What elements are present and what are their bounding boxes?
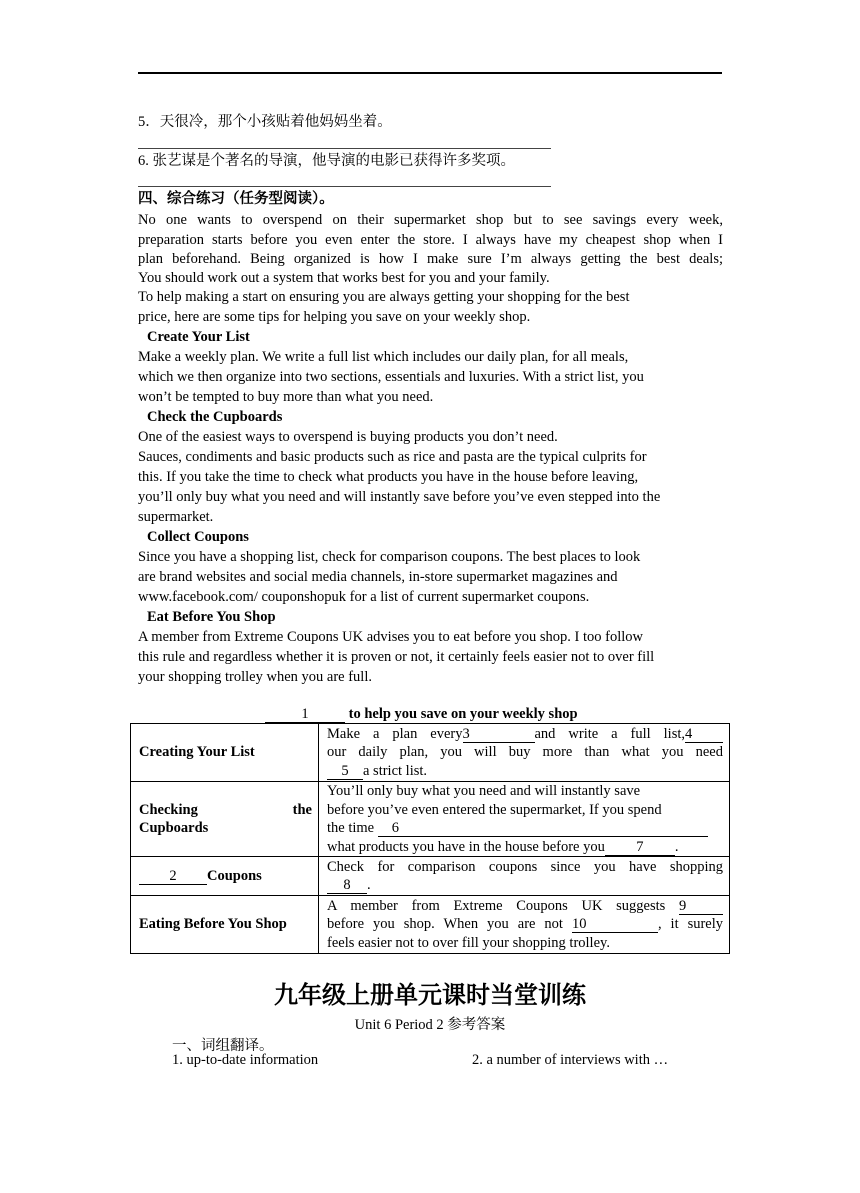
passage-line: this. If you take the time to check what products you have in the house before leaving,	[138, 469, 639, 485]
passage-line: To help making a start on ensuring you are always getting your shopping for the best	[138, 289, 630, 305]
row-label	[131, 782, 319, 857]
tip-heading-collect-coupons: Collect Coupons	[147, 529, 249, 545]
cell-text: the time	[327, 820, 375, 836]
label-word: Cupboards	[139, 820, 209, 836]
row-content: Check for comparison coupons since you have shopping 8 .	[319, 857, 730, 896]
passage-line: Sauces, condiments and basic products such as rice and pasta are the typical culprits for	[138, 449, 647, 465]
answer-line-6	[138, 186, 551, 187]
blank-6[interactable]: 6	[378, 821, 708, 837]
passage-line: One of the easiest ways to overspend is buying products you don’t need.	[138, 429, 558, 445]
row-label: Creating Your List	[131, 724, 319, 782]
label-word: the	[292, 801, 312, 818]
passage-line: preparation starts before you even enter the store. I always have my cheapest shop when I	[138, 232, 723, 248]
cell-text: and write a full list,	[534, 725, 685, 742]
tip-heading-eat-before: Eat Before You Shop	[147, 609, 276, 625]
label-word: Checking	[139, 801, 198, 818]
passage-line: price, here are some tips for helping you save on your weekly shop.	[138, 309, 531, 325]
table-row	[131, 782, 730, 857]
blank-3[interactable]: 3	[463, 727, 535, 743]
answer-item-1: 1. up-to-date information	[172, 1052, 319, 1068]
row-content: You’ll only buy what you need and will instantly save before you’ve even entered the supermarket, If you spend the time 6 what products you have in the house before you 7 .	[319, 782, 730, 857]
passage-line: supermarket.	[138, 509, 214, 525]
blank-2[interactable]: 2	[139, 869, 207, 885]
label-word: Coupons	[207, 867, 262, 884]
table-title-text: to help you save on your weekly shop	[348, 706, 578, 722]
table-title	[265, 704, 578, 724]
tip-heading-create-list: Create Your List	[147, 329, 250, 345]
table-row	[131, 896, 730, 954]
row-label	[131, 857, 319, 896]
cell-text: , it surely	[657, 916, 724, 933]
blank-1[interactable]: 1	[265, 707, 345, 723]
blank-9[interactable]: 9	[679, 899, 723, 915]
cell-text: You’ll only buy what you need and will instantly save	[327, 783, 641, 799]
passage-line: your shopping trolley when you are full.	[138, 669, 372, 685]
passage-line: won’t be tempted to buy more than what you need.	[138, 389, 434, 405]
answer-line-5	[138, 148, 551, 149]
passage-line: which we then organize into two sections, essentials and luxuries. With a strict list, you	[138, 369, 644, 385]
cell-text: our daily plan, you will buy more than what you need	[327, 744, 723, 761]
row-label: Eating Before You Shop	[131, 896, 319, 954]
translation-question-6: 6. 张艺谋是个著名的导演，他导演的电影已获得许多奖项。	[138, 153, 515, 169]
passage-line: Make a weekly plan. We write a full list which includes our daily plan, for all meals,	[138, 349, 629, 365]
section-4-heading: 四、综合练习（任务型阅读）。	[138, 191, 334, 207]
blank-4[interactable]: 4	[685, 727, 723, 743]
tip-heading-check-cupboards: Check the Cupboards	[147, 409, 283, 425]
answer-item-2: 2. a number of interviews with …	[472, 1052, 669, 1068]
task-table	[130, 723, 730, 954]
row-content	[319, 896, 730, 954]
passage-line: You should work out a system that works best for you and your family.	[138, 270, 550, 286]
translation-question-5: 5．天很冷，那个小孩贴着他妈妈坐着。	[138, 114, 392, 130]
blank-10[interactable]: 10	[572, 917, 658, 933]
answers-subtitle: Unit 6 Period 2 参考答案	[354, 1017, 506, 1033]
cell-text: before you shop. When you are not	[327, 916, 563, 933]
passage-line: Since you have a shopping list, check for comparison coupons. The best places to look	[138, 549, 641, 565]
row-content	[319, 724, 730, 782]
passage-line: A member from Extreme Coupons UK advises you to eat before you shop. I too follow	[138, 629, 643, 645]
cell-text: before you’ve even entered the supermarket, If you spend	[327, 801, 662, 818]
table-row	[131, 724, 730, 782]
cell-text: A member from Extreme Coupons UK suggests	[327, 897, 666, 914]
passage-line: plan beforehand. Being organized is how I make sure I’m always getting the best deals;	[138, 251, 723, 267]
cell-text: what products you have in the house before you	[327, 838, 605, 855]
passage-line: this rule and regardless whether it is proven or not, it certainly feels easier not to over fill	[138, 649, 655, 665]
table-row	[131, 857, 730, 896]
answers-section-1: 一、词组翻译。	[172, 1038, 274, 1054]
passage-line: www.facebook.com/ couponshopuk for a list of current supermarket coupons.	[138, 589, 590, 605]
blank-5[interactable]: 5	[327, 764, 363, 780]
passage-line: are brand websites and social media channels, in-store supermarket magazines and	[138, 569, 618, 585]
blank-8[interactable]: 8	[327, 878, 367, 894]
cell-text: Check for comparison coupons since you have shopping	[327, 858, 723, 875]
answers-title: 九年级上册单元课时当堂训练	[274, 983, 586, 1009]
cell-text: feels easier not to over fill your shopping trolley.	[327, 934, 610, 951]
passage-line: you’ll only buy what you need and will instantly save before you’ve even stepped into the	[138, 489, 661, 505]
header-rule	[138, 72, 722, 74]
cell-text: a strict list.	[363, 762, 428, 779]
blank-7[interactable]: 7	[605, 840, 675, 856]
passage-line: No one wants to overspend on their supermarket shop but to see savings every week,	[138, 212, 723, 228]
cell-text: Make a plan every	[327, 725, 463, 742]
